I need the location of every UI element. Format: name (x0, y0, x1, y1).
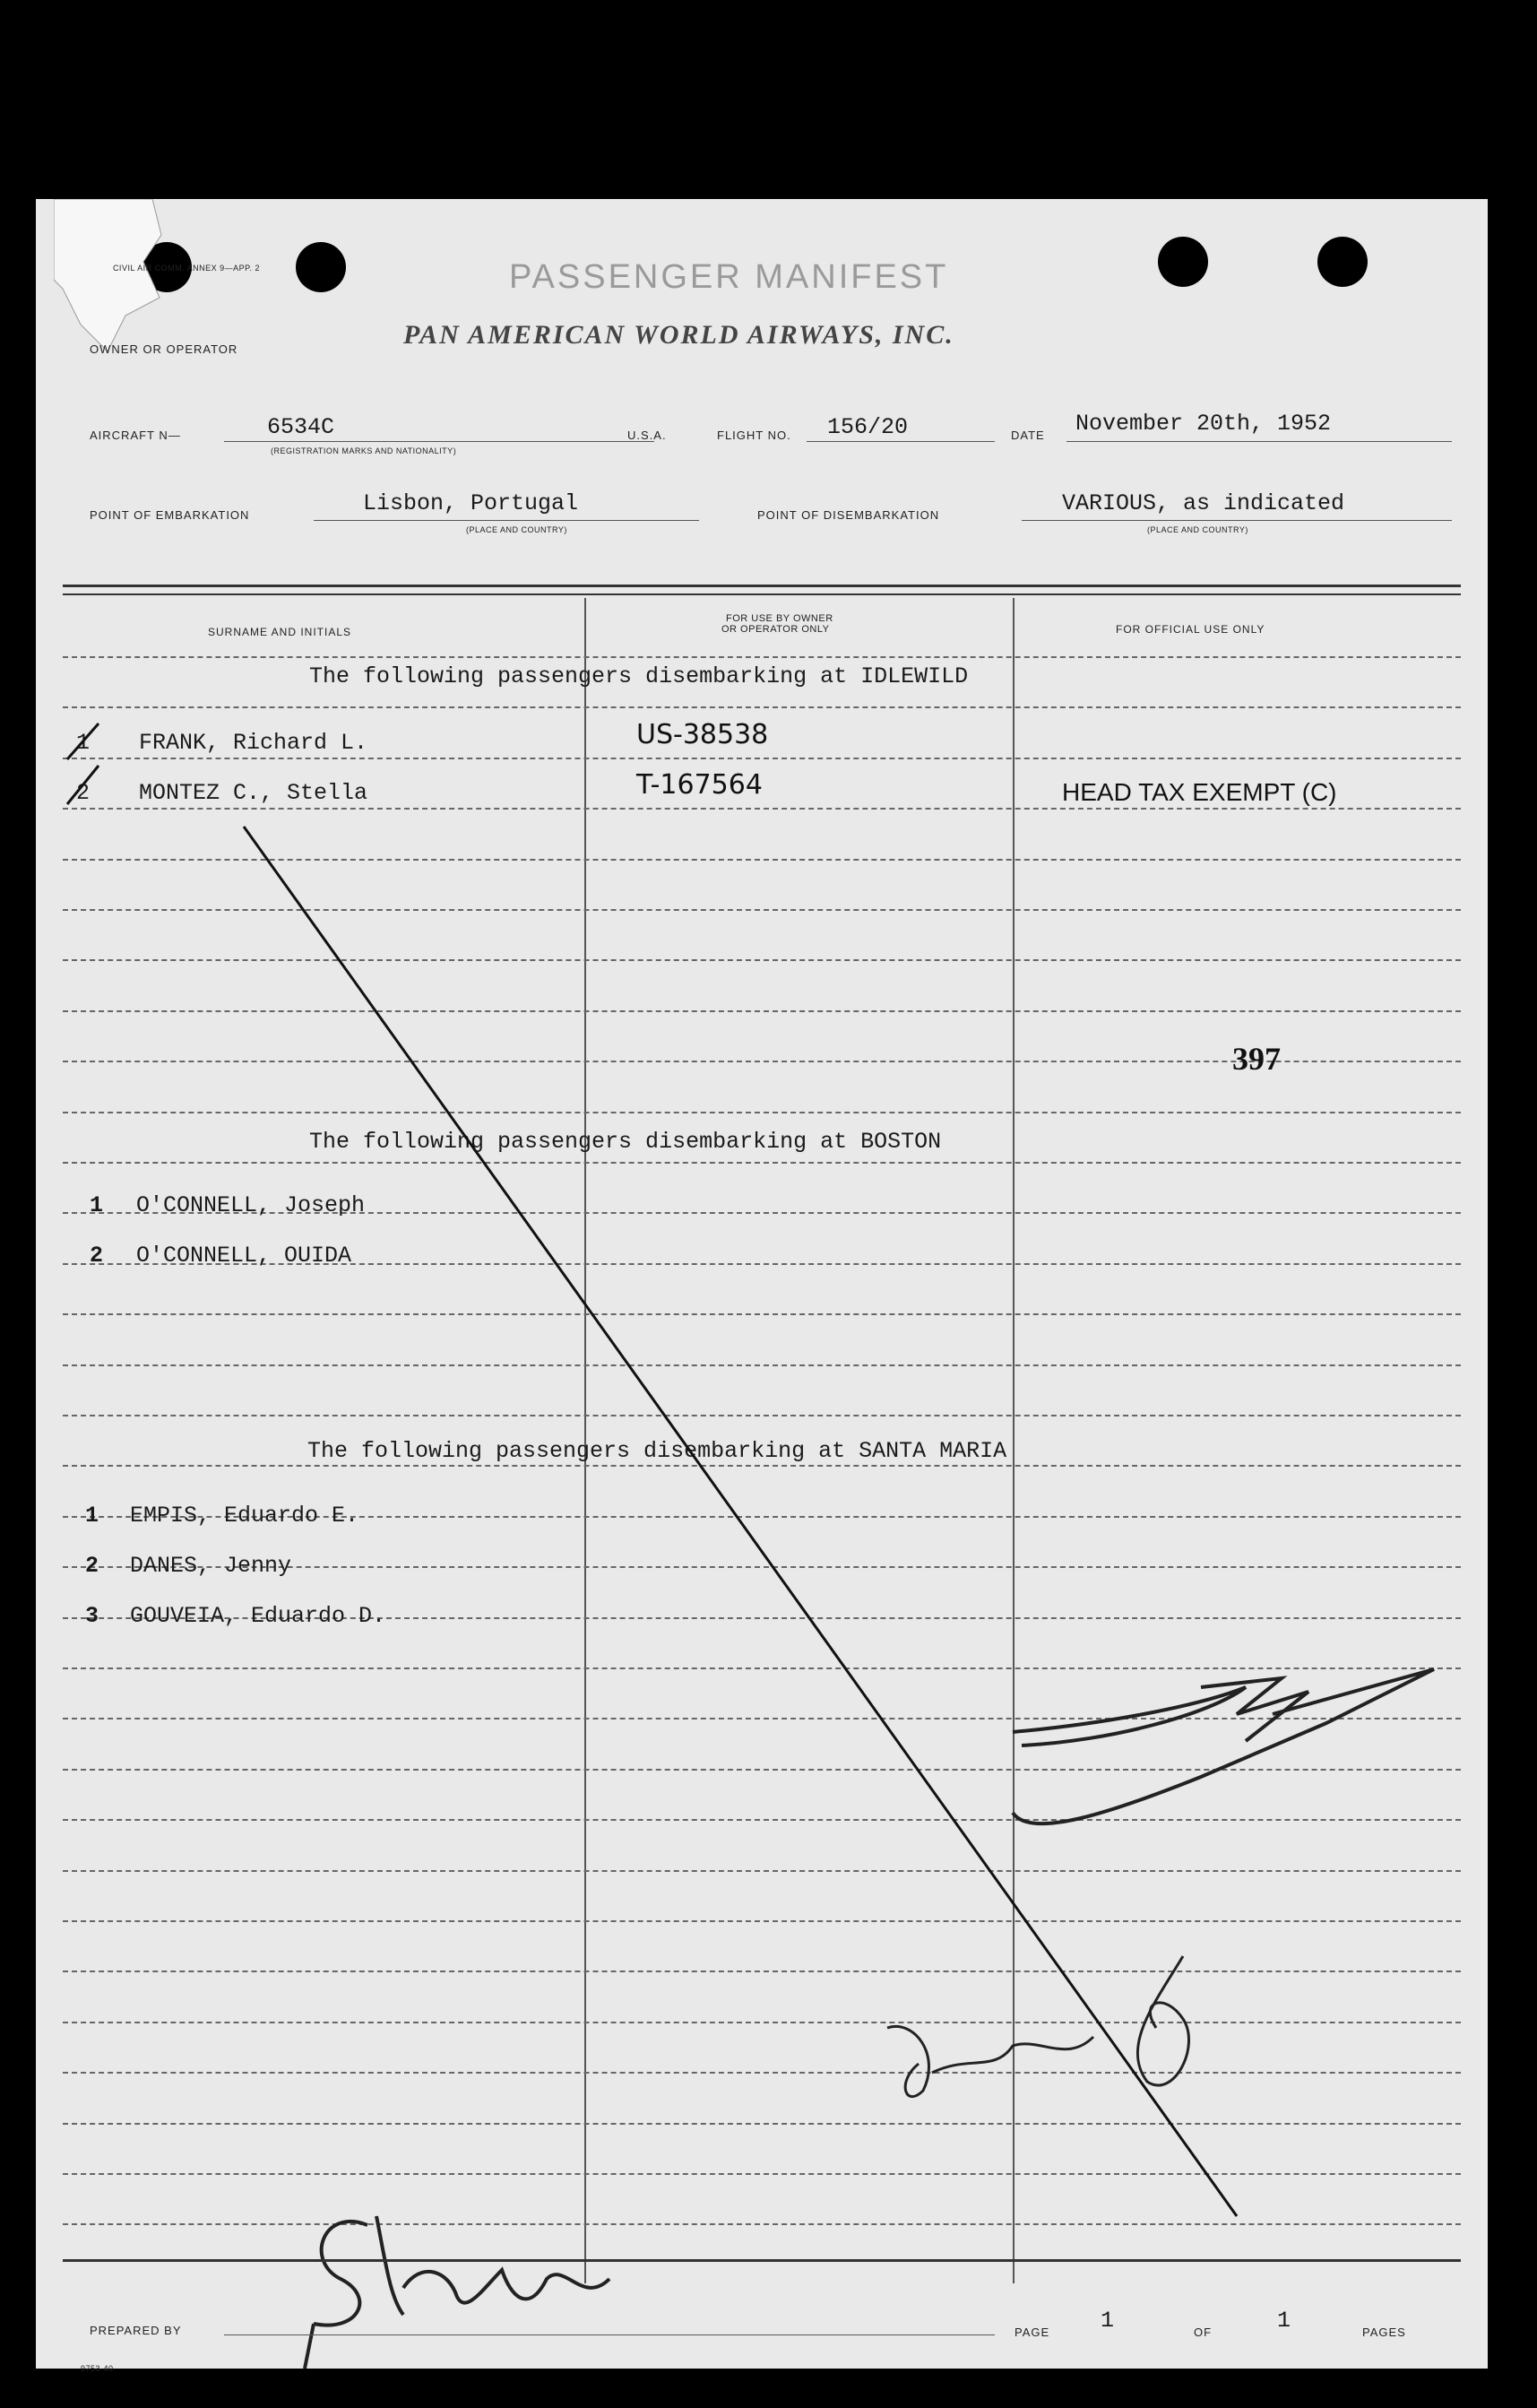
total-pages: 1 (1277, 2308, 1291, 2334)
disembarkation-label: POINT OF DISEMBARKATION (757, 508, 940, 522)
registration-caption: (REGISTRATION MARKS AND NATIONALITY) (271, 446, 457, 455)
column-header-owner-2: OR OPERATOR ONLY (721, 624, 830, 635)
column-header-official: FOR OFFICIAL USE ONLY (1116, 623, 1265, 636)
form-code: 9753-40 (81, 2364, 114, 2373)
flight-date: November 20th, 1952 (1075, 411, 1332, 437)
passenger-name: EMPIS, Eduardo E. (130, 1503, 359, 1529)
stamp-number: 397 (1232, 1041, 1281, 1077)
passenger-name: O'CONNELL, Joseph (136, 1192, 366, 1218)
page-number: 1 (1101, 2308, 1115, 2334)
date-label: DATE (1011, 429, 1045, 442)
signature-1 (1013, 1669, 1434, 1823)
page-label: PAGE (1015, 2326, 1050, 2339)
owner-note: US-38538 (636, 719, 769, 750)
group-heading-idlewild: The following passengers disembarking at IDLEWILD (309, 663, 969, 689)
disembarkation-caption: (PLACE AND COUNTRY) (1147, 525, 1248, 534)
passenger-number: 1 (76, 730, 91, 756)
owner-note: T-167564 (636, 769, 763, 801)
passenger-name: MONTEZ C., Stella (139, 780, 368, 806)
column-header-owner-1: FOR USE BY OWNER (726, 613, 833, 624)
passenger-number: 2 (90, 1243, 104, 1269)
signature-3 (305, 2216, 609, 2369)
group-heading-santa-maria: The following passengers disembarking at SANTA MARIA (307, 1438, 1007, 1464)
flight-label: FLIGHT NO. (717, 429, 791, 442)
flight-number: 156/20 (827, 414, 909, 440)
embarkation-point: Lisbon, Portugal (363, 490, 579, 516)
of-label: OF (1194, 2326, 1213, 2339)
passenger-number: 2 (85, 1553, 99, 1579)
signature-2 (887, 1956, 1188, 2097)
owner-label: OWNER OR OPERATOR (90, 342, 238, 356)
passenger-number: 3 (85, 1603, 99, 1629)
passenger-name: FRANK, Richard L. (139, 730, 368, 756)
aircraft-label: AIRCRAFT N— (90, 429, 181, 442)
page-title: PASSENGER MANIFEST (509, 258, 949, 296)
column-header-surname: SURNAME AND INITIALS (208, 626, 352, 638)
pages-label: PAGES (1362, 2326, 1406, 2339)
form-reference: CIVIL AIR COMM. ANNEX 9—APP. 2 (112, 264, 260, 273)
passenger-name: GOUVEIA, Eduardo D. (130, 1603, 386, 1629)
passenger-number: 2 (76, 780, 91, 806)
aircraft-number: 6534C (267, 414, 335, 440)
disembarkation-point: VARIOUS, as indicated (1062, 490, 1345, 516)
passenger-name: O'CONNELL, OUIDA (136, 1243, 352, 1269)
manifest-sheet (36, 199, 1488, 2373)
embarkation-caption: (PLACE AND COUNTRY) (466, 525, 567, 534)
cancel-line-and-signatures (36, 199, 1488, 2369)
prepared-by-label: PREPARED BY (90, 2324, 182, 2337)
usa-label: U.S.A. (627, 429, 667, 442)
operator-name: PAN AMERICAN WORLD AIRWAYS, INC. (403, 320, 954, 350)
embarkation-label: POINT OF EMBARKATION (90, 508, 250, 522)
passenger-name: DANES, Jenny (130, 1553, 292, 1579)
official-note-head-tax: HEAD TAX EXEMPT (C) (1062, 778, 1337, 806)
passenger-number: 1 (85, 1503, 99, 1529)
group-heading-boston: The following passengers disembarking at BOSTON (309, 1129, 942, 1155)
passenger-number: 1 (90, 1192, 104, 1218)
